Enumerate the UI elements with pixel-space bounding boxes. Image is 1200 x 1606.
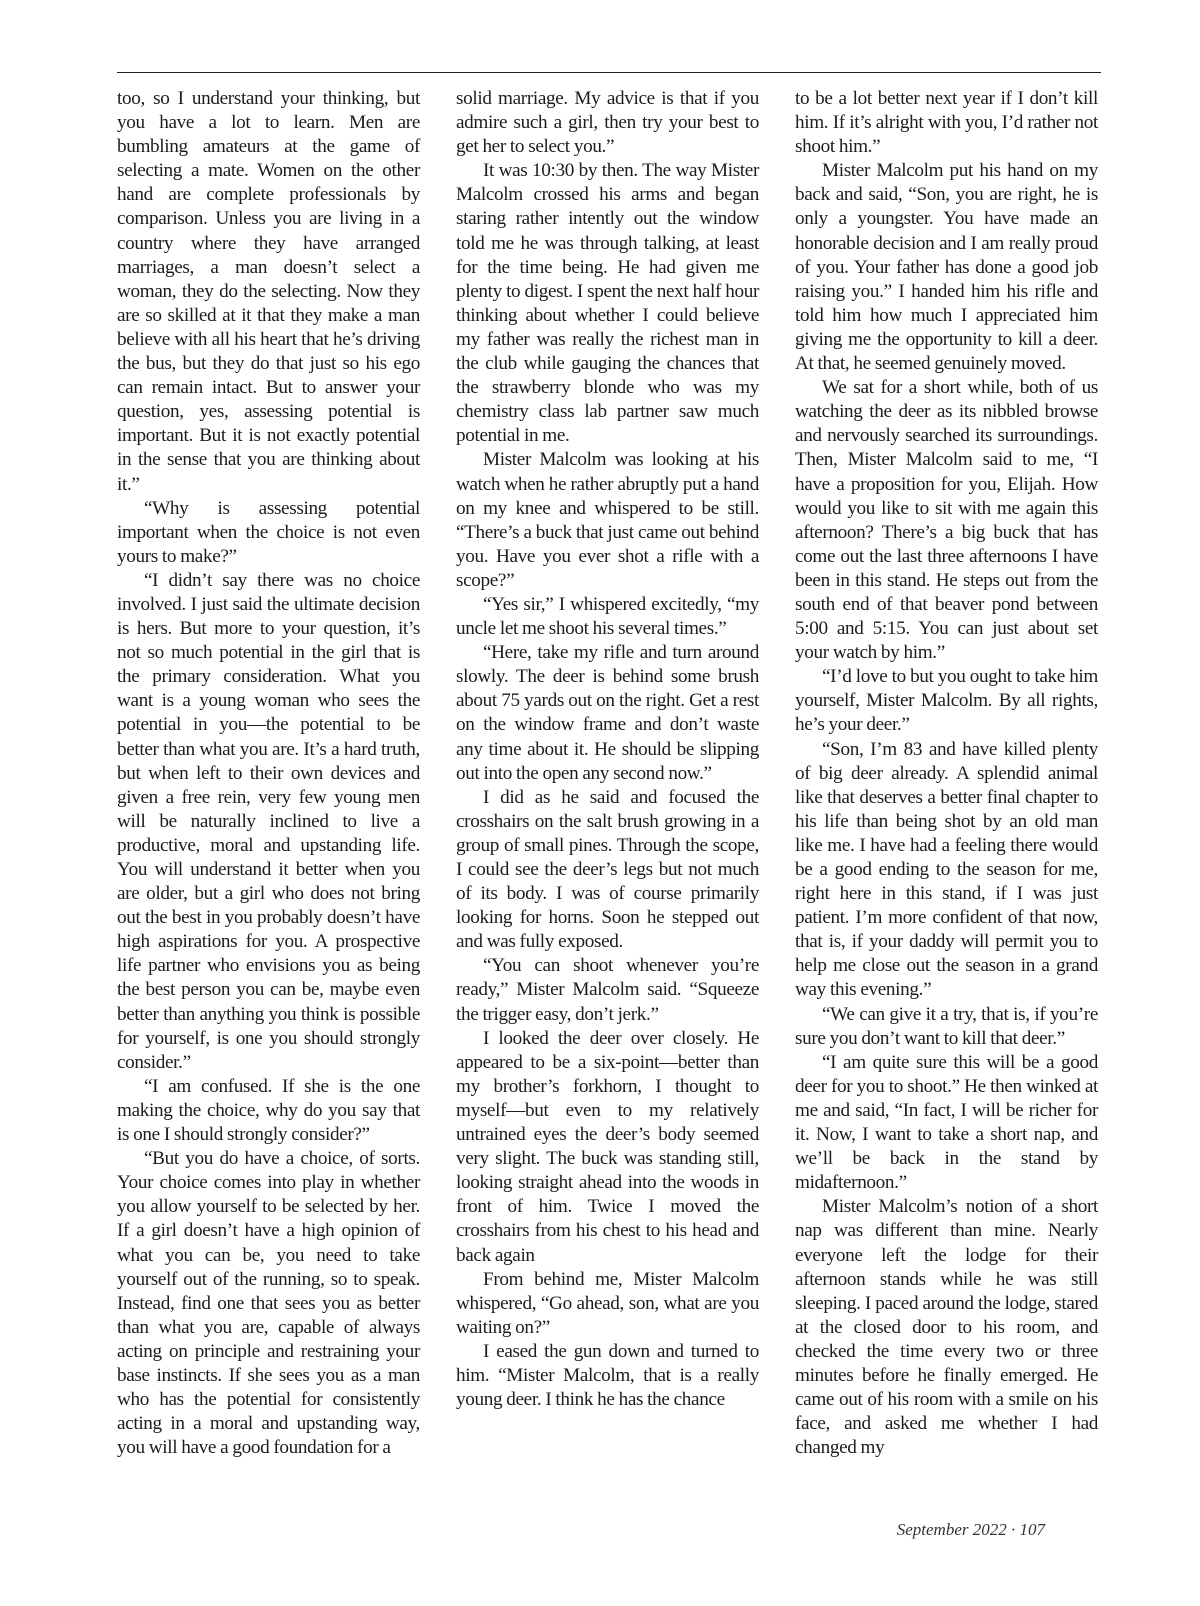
paragraph: I looked the deer over closely. He appeared to be a six-point—better than my brother’s forkhorn, I thought to myself—but even to my relatively untrained eyes the deer’s body seemed very slight. The buck was standing still, looking straight ahead into the woods in front of him. Twice I moved the crosshairs from his chest to his head and back again [456, 1027, 759, 1266]
text-column-2 [456, 87, 759, 1412]
paragraph: Mister Malcolm’s notion of a short nap was different than mine. Nearly everyone left the lodge for their afternoon stands while he was still sleeping. I paced around the lodge, stared at the closed door to his room, and checked the time every two or three minutes before he finally emerged. He came out of his room with a smile on his face, and asked me whether I had changed my [795, 1196, 1098, 1459]
paragraph: “Here, take my rifle and turn around slowly. The deer is behind some brush about 75 yards out on the right. Get a rest on the window frame and don’t waste any time about it. He should be slipping out into the open any second now.” [456, 642, 759, 784]
paragraph: I did as he said and focused the crosshairs on the salt brush growing in a group of small pines. Through the scope, I could see the deer’s legs but not much of its body. I was of course primarily looking for horns. Soon he stepped out and was fully exposed. [456, 786, 759, 953]
page-footer: September 2022 · 107 [896, 1520, 1045, 1539]
paragraph: “I am confused. If she is the one making the choice, why do you say that is one I should strongly consider?” [117, 1075, 420, 1146]
paragraph: “We can give it a try, that is, if you’re sure you don’t want to kill that deer.” [795, 1003, 1098, 1049]
paragraph: From behind me, Mister Malcolm whispered, “Go ahead, son, what are you waiting on?” [456, 1268, 759, 1338]
paragraph: Mister Malcolm was looking at his watch when he rather abruptly put a hand on my knee and whispered to be still. “There’s a buck that just came out behind you. Have you ever shot a rifle with a scope?” [456, 449, 759, 591]
paragraph: to be a lot better next year if I don’t kill him. If it’s alright with you, I’d rather not shoot him.” [795, 88, 1098, 158]
paragraph: “Son, I’m 83 and have killed plenty of big deer already. A splendid animal like that deserves a better final chapter to his life than being shot by an old man like me. I have had a feeling there would be a good ending to the season for me, right here in this stand, if I was just patient. I’m more confident of that now, that is, if your daddy will permit you to help me close out the season in a grand way this evening.” [795, 738, 1098, 1001]
paragraph: “I didn’t say there was no choice involved. I just said the ultimate decision is hers. But more to your question, it’s not so much potential in the girl that is the primary consideration. What you want is a young woman who sees the potential in you—the potential to be better than what you are. It’s a hard truth, but when left to their own devices and given a free rein, very few young men will be naturally inclined to live a productive, moral and upstanding life. You will understand it better when you are older, but a girl who does not bring out the best in you probably doesn’t have high aspirations for you. A prospective life partner who envisions you as being the best person you can be, maybe even better than anything you think is possible for yourself, is one you should strongly consider.” [117, 569, 420, 1073]
paragraph: “You can shoot whenever you’re ready,” Mister Malcolm said. “Squeeze the trigger easy, don’t jerk.” [456, 955, 759, 1025]
paragraph: “I am quite sure this will be a good deer for you to shoot.” He then winked at me and said, “In fact, I will be richer for it. Now, I want to take a short nap, and we’ll be back in the stand by midafternoon.” [795, 1051, 1098, 1194]
text-column-1 [117, 87, 420, 1460]
paragraph: “But you do have a choice, of sorts. Your choice comes into play in whether you allow yourself to be selected by her. If a girl doesn’t have a high opinion of what you can be, you need to take yourself out of the running, so to speak. Instead, find one that sees you as better than what you are, capable of always acting on principle and restraining your base instincts. If she sees you as a man who has the potential for consistently acting in a moral and upstanding way, you will have a good foundation for a [117, 1148, 420, 1459]
paragraph: I eased the gun down and turned to him. “Mister Malcolm, that is a really young deer. I think he has the chance [456, 1340, 759, 1411]
paragraph: Mister Malcolm put his hand on my back and said, “Son, you are right, he is only a youngster. You have made an honorable decision and I am really proud of you. Your father has done a good job raising you.” I handed him his rifle and told him how much I appreciated him giving me the opportunity to kill a deer. At that, he seemed genuinely moved. [795, 160, 1098, 375]
paragraph: “I’d love to but you ought to take him yourself, Mister Malcolm. By all rights, he’s your deer.” [795, 666, 1098, 736]
paragraph: It was 10:30 by then. The way Mister Malcolm crossed his arms and began staring rather intently out the window told me he was through talking, at least for the time being. He had given me plenty to digest. I spent the next half hour thinking about whether I could believe my father was really the richest man in the club while gauging the chances that the strawberry blonde who was my chemistry class lab partner saw much potential in me. [456, 160, 759, 447]
paragraph: too, so I understand your thinking, but you have a lot to learn. Men are bumbling amateurs at the game of selecting a mate. Women on the other hand are complete professionals by comparison. Unless you are living in a country where they have arranged marriages, a man doesn’t select a woman, they do the selecting. Now they are so skilled at it that they make a man believe with all his heart that he’s driving the bus, but they do that just so his ego can remain intact. But to answer your question, yes, assessing potential is important. But it is not exactly potential in the sense that you are thinking about it.” [117, 88, 420, 495]
text-column-3 [795, 87, 1098, 1460]
paragraph: “Why is assessing potential important when the choice is not even yours to make?” [117, 497, 420, 567]
paragraph: solid marriage. My advice is that if you admire such a girl, then try your best to get her to select you.” [456, 88, 759, 158]
paragraph: We sat for a short while, both of us watching the deer as its nibbled browse and nervously searched its surroundings. Then, Mister Malcolm said to me, “I have a proposition for you, Elijah. How would you like to sit with me again this afternoon? There’s a big buck that has come out the last three afternoons I have been in this stand. He steps out from the south end of that beaver pond between 5:00 and 5:15. You can just about set your watch by him.” [795, 377, 1098, 664]
paragraph: “Yes sir,” I whispered excitedly, “my uncle let me shoot his several times.” [456, 593, 759, 640]
top-rule [117, 72, 1101, 73]
